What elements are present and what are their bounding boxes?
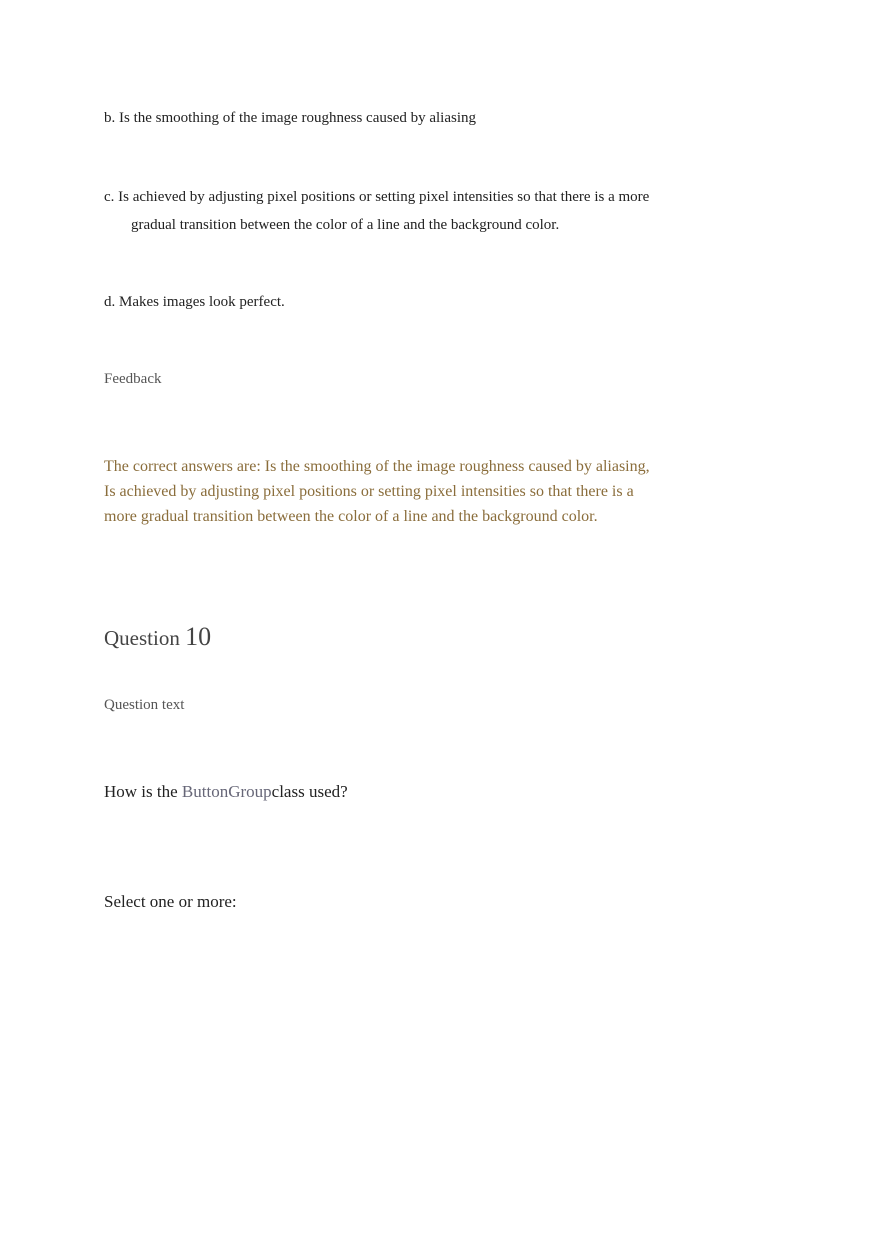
answer-option-d-text: d. Makes images look perfect. — [104, 294, 285, 310]
question-body-suffix: class used? — [271, 782, 348, 801]
answer-option-d — [104, 288, 664, 316]
question-heading — [104, 622, 211, 652]
feedback-correct-answers: The correct answers are: Is the smoothing of the image roughness caused by aliasing, Is achieved by adjusting pixel positions or setting pixel intensities so that there is a more gradual transition between the color of a line and the background color. — [104, 458, 650, 525]
answer-option-c-line2: gradual transition between the color of a line and the background color. — [131, 217, 560, 233]
question-heading-word: Question — [104, 626, 180, 650]
select-prompt: Select one or more: — [104, 892, 237, 911]
question-number: 10 — [185, 622, 212, 651]
answer-option-b-text: b. Is the smoothing of the image roughness caused by aliasing — [104, 110, 477, 126]
question-body-prefix: How is the — [104, 782, 182, 801]
question-text-label: Question text — [104, 697, 185, 713]
answer-option-b — [104, 104, 664, 132]
feedback-label: Feedback — [104, 371, 162, 387]
answer-option-c — [104, 183, 664, 239]
question-body — [104, 782, 348, 802]
question-body-classname: ButtonGroup — [181, 782, 272, 801]
answer-option-c-line1: c. Is achieved by adjusting pixel positions or setting pixel intensities so that there is a more — [104, 189, 650, 205]
